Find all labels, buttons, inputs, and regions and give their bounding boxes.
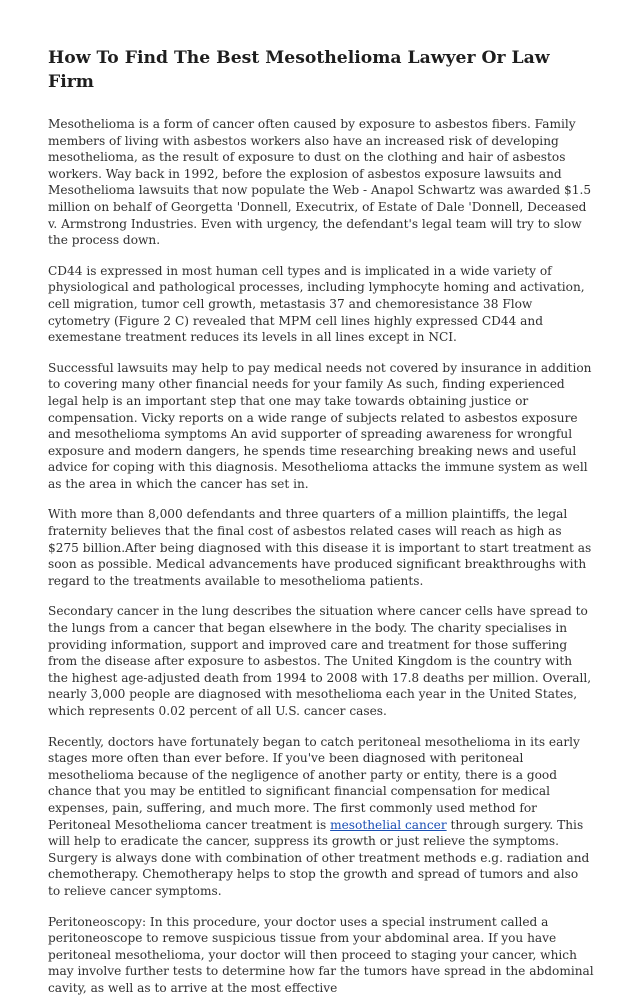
paragraph-3: Successful lawsuits may help to pay medical needs not covered by insurance in addition to covering many other financial needs for your family As such, finding experienced legal help is an important step that one may take towards obtaining justice or compensation. Vicky reports on a wide range of subjects related to asbestos exposure and mesothelioma symptoms An avid supporter of spreading awareness for wrongful exposure and modern dangers, he spends time researching breaking news and useful advice for coping with this diagnosis. Mesothelioma attacks the immune system as well as the area in which the cancer has set in. [48,360,592,491]
paragraph-4: With more than 8,000 defendants and three quarters of a million plaintiffs, the legal fraternity believes that the final cost of asbestos related cases will reach as high as $275 billion.After being diagnosed with this disease it is important to start treatment as soon as possible. Medical advancements have produced significant breakthroughs with regard to the treatments available to mesothelioma patients. [48,507,592,588]
page-title: How To Find The Best Mesothelioma Lawyer Or Law Firm [48,48,550,92]
paragraph-6 [48,734,594,900]
paragraph-6-text-after: through surgery. This will help to eradicate the cancer, suppress its growth or just relieve the symptoms. Surgery is always done with combination of other treatment methods e.g. radiation and chemotherapy. Chemotherapy helps to stop the growth and spread of tumors and also to relieve cancer symptoms. [48,817,590,898]
paragraph-7: Peritoneoscopy: In this procedure, your doctor uses a special instrument called a peritoneoscope to remove suspicious tissue from your abdominal area. If you have peritoneal mesothelioma, your doctor will then proceed to staging your cancer, which may involve further tests to determine how far the tumors have spread in the abdominal cavity, as well as to arrive at the most effective [48,914,594,995]
mesothelial-cancer-link[interactable]: mesothelial cancer [330,817,447,832]
paragraph-1: Mesothelioma is a form of cancer often caused by exposure to asbestos fibers. Family members of living with asbestos workers also have an increased risk of developing mesothelioma, as the result of exposure to dust on the clothing and hair of asbestos workers. Way back in 1992, before the explosion of asbestos exposure lawsuits and Mesothelioma lawsuits that now populate the Web - Anapol Schwartz was awarded $1.5 million on behalf of Georgetta 'Donnell, Executrix, of Estate of Dale 'Donnell, Deceased v. Armstrong Industries. Even with urgency, the defendant's legal team will try to slow the process down. [48,117,592,248]
paragraph-5: Secondary cancer in the lung describes the situation where cancer cells have spread to the lungs from a cancer that began elsewhere in the body. The charity specialises in providing information, support and improved care and treatment for those suffering from the disease after exposure to asbestos. The United Kingdom is the country with the highest age-adjusted death from 1994 to 2008 with 17.8 deaths per million. Overall, nearly 3,000 people are diagnosed with mesothelioma each year in the United States, which represents 0.02 percent of all U.S. cancer cases. [48,604,592,718]
paragraph-6-text-before: Recently, doctors have fortunately began to catch peritoneal mesothelioma in its early stages more often than ever before. If you've been diagnosed with peritoneal mesothelioma because of the negligence of another party or entity, there is a good chance that you may be entitled to significant financial compensation for medical expenses, pain, suffering, and much more. The first commonly used method for Peritoneal Mesothelioma cancer treatment is [48,734,580,832]
paragraph-2: CD44 is expressed in most human cell types and is implicated in a wide variety of physiological and pathological processes, including lymphocyte homing and activation, cell migration, tumor cell growth, metastasis 37 and chemoresistance 38 Flow cytometry (Figure 2 C) revealed that MPM cell lines highly expressed CD44 and exemestane treatment reduces its levels in all lines except in NCI. [48,263,585,345]
